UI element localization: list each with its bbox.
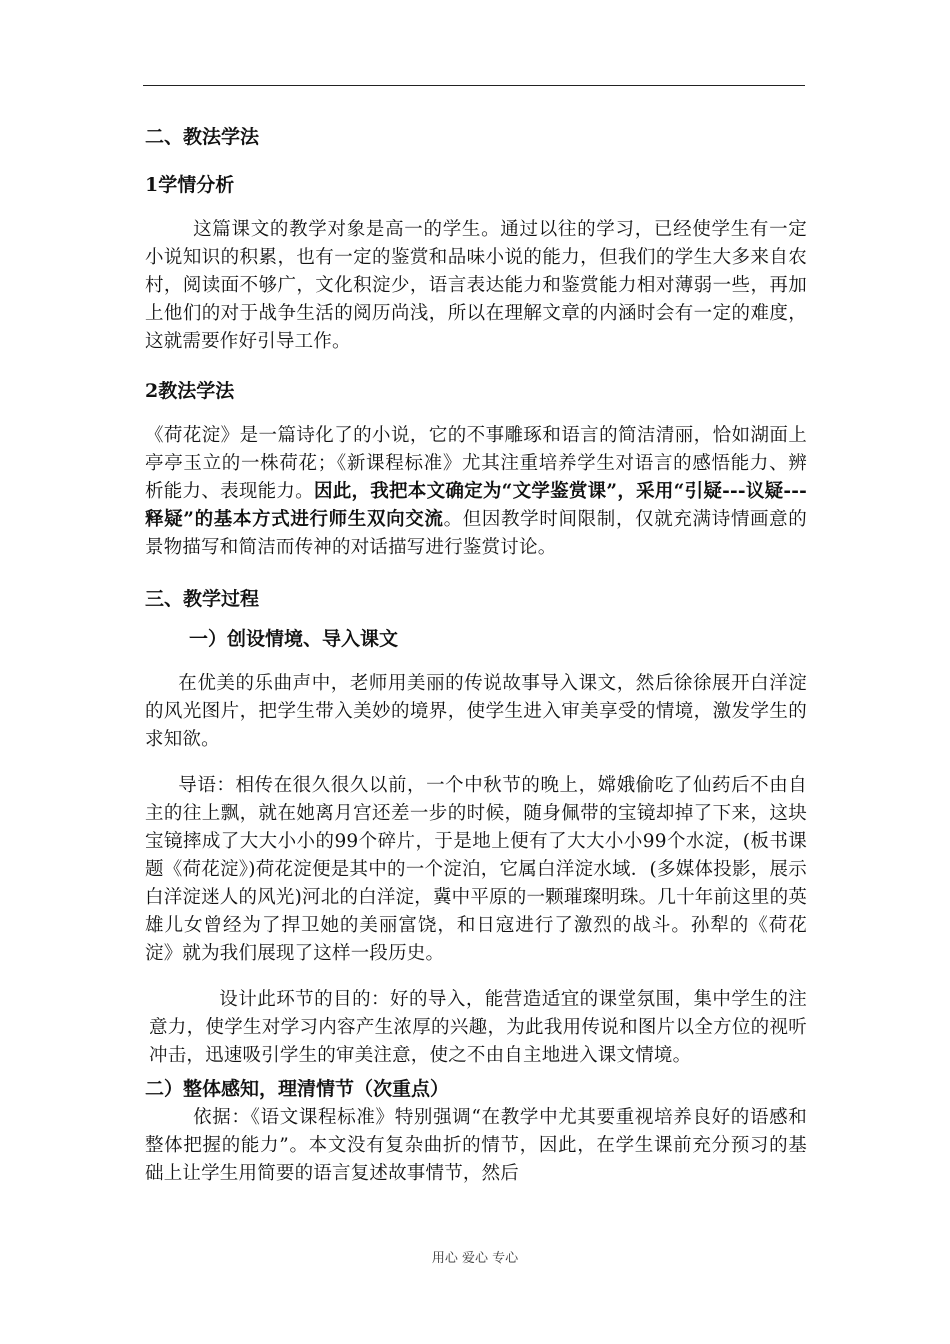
paragraph-basis: 依据：《语文课程标准》特别强调“在教学中尤其要重视培养良好的语感和整体把握的能力”。本文没有复杂曲折的情节，因此，在学生课前充分预习的基础上让学生用简要的语言复述故事情节，然后 bbox=[145, 1107, 807, 1184]
teaching-method-text-b: 。但因教学时间限制，仅就充满诗情画意的景物描写和简洁而传神的对话描写进行鉴赏讨论。 bbox=[145, 509, 808, 558]
subheading-student-analysis: 1学情分析 bbox=[145, 174, 235, 196]
paragraph-intro-speech: 导语：相传在很久很久以前，一个中秋节的晚上，嫦娥偷吃了仙药后不由自主的往上飘，就在她离月宫还差一步的时候，随身佩带的宝镜却掉了下来，这块宝镜摔成了大大小小的99个碎片，于是地上便有了大大小小99个水淀，(板书课题《荷花淀》)荷花淀便是其中的一个淀泊，它属白洋淀水域．(多媒体投影，展示白洋淀迷人的风光)河北的白洋淀，冀中平原的一颗璀璨明珠。几十年前这里的英雄儿女曾经为了捍卫她的美丽富饶，和日寇进行了激烈的战斗。孙犁的《荷花淀》就为我们展现了这样一段历史。 bbox=[145, 775, 807, 964]
subheading-create-context: 一）创设情境、导入课文 bbox=[189, 628, 399, 650]
subheading-teaching-method: 2教法学法 bbox=[145, 380, 235, 402]
document-body bbox=[145, 110, 807, 1188]
subheading-overall-perception: 二）整体感知，理清情节（次重点） bbox=[145, 1078, 450, 1100]
paragraph-create-context: 在优美的乐曲声中，老师用美丽的传说故事导入课文，然后徐徐展开白洋淀的风光图片，把学生带入美妙的境界，使学生进入审美享受的情境，激发学生的求知欲。 bbox=[145, 673, 807, 750]
section-heading-2: 二、教法学法 bbox=[145, 126, 260, 148]
teaching-method-bold-text: 因此，我把本文确定为“文学鉴赏课”，采用“引疑---议疑---释疑”的基本方式进行师生双向交流 bbox=[145, 481, 807, 530]
page-footer: 用心 爱心 专心 bbox=[431, 1251, 519, 1266]
section-heading-3: 三、教学过程 bbox=[145, 588, 260, 610]
paragraph-student-analysis: 这篇课文的教学对象是高一的学生。通过以往的学习，已经使学生有一定小说知识的积累，也有一定的鉴赏和品味小说的能力，但我们的学生大多来自农村，阅读面不够广，文化积淀少，语言表达能力和鉴赏能力相对薄弱一些，再加上他们的对于战争生活的阅历尚浅，所以在理解文章的内涵时会有一定的难度，这就需要作好引导工作。 bbox=[145, 219, 807, 352]
header-rule bbox=[143, 85, 805, 86]
paragraph-teaching-method bbox=[145, 422, 807, 562]
paragraph-design-purpose: 设计此环节的目的：好的导入，能营造适宜的课堂氛围，集中学生的注意力，使学生对学习内容产生浓厚的兴趣，为此我用传说和图片以全方位的视听冲击，迅速吸引学生的审美注意，使之不由自主地进入课文情境。 bbox=[149, 989, 807, 1066]
teaching-method-text-a: 《荷花淀》是一篇诗化了的小说，它的不事雕琢和语言的简洁清丽，恰如湖面上亭亭玉立的一株荷花；《新课程标准》尤其注重培养学生对语言的感悟能力、辨析能力、表现能力。 bbox=[145, 425, 807, 502]
